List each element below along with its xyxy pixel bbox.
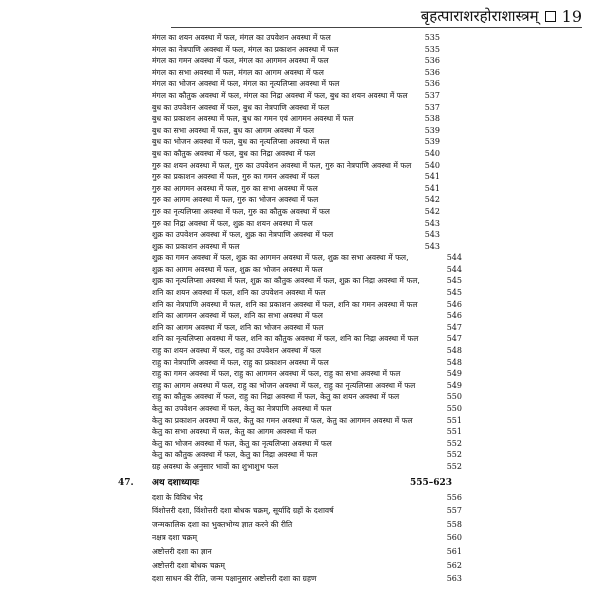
toc-entry-text: शनि का नृत्यलिप्सा अवस्था में फल, शनि का कौतुक अवस्था में फल, शनि का निद्रा अवस्था में फल	[152, 334, 419, 344]
toc-entry-text: शुक्र का उपवेशन अवस्था में फल, शुक्र का नेत्रपाणि अवस्था में फल	[152, 230, 334, 240]
toc-entry-text: शुक्र का आगम अवस्था में फल, शुक्र का भोजन अवस्था में फल	[152, 264, 323, 274]
toc-entry-page: 541	[424, 183, 440, 193]
toc-entry	[0, 518, 600, 532]
toc-entry-page: 545	[446, 276, 462, 286]
chapter-pages: 555–623	[410, 477, 453, 488]
toc-entry-text: मंगल का नेत्रपाणि अवस्था में फल, मंगल का प्रकाशन अवस्था में फल	[152, 44, 339, 54]
toc-entry-page: 563	[446, 574, 462, 584]
toc-entry-page: 538	[424, 114, 440, 124]
toc-entry-page: 549	[446, 380, 462, 390]
toc-entry-text: शुक्र का नृत्यलिप्सा अवस्था में फल, शुक्र का कौतुक अवस्था में फल, शुक्र का निद्रा अवस्था में फल,	[152, 276, 420, 286]
toc-entry	[0, 241, 600, 253]
toc-entry-page: 552	[446, 438, 462, 448]
toc-entry-page: 548	[446, 346, 462, 356]
toc-entry-page: 536	[424, 67, 440, 77]
toc-entry	[0, 252, 600, 264]
toc-entry	[0, 218, 600, 230]
toc-entry	[0, 113, 600, 125]
toc-entry-page: 535	[424, 33, 440, 42]
toc-entry-text: गुरु का शयन अवस्था में फल, गुरु का उपवेशन अवस्था में फल, गुरु का नेत्रपाणि अवस्था में फल	[152, 160, 412, 170]
toc-entry-text: बुध का कौतुक अवस्था में फल, बुध का निद्रा अवस्था में फल	[152, 148, 316, 158]
page-number: 19	[561, 6, 582, 26]
toc-entry-page: 546	[446, 299, 462, 309]
toc-entry	[0, 426, 600, 438]
toc-list-c	[0, 491, 600, 586]
toc-entry-page: 541	[424, 172, 440, 182]
toc-entry-page: 539	[424, 125, 440, 135]
toc-entry-text: शुक्र का प्रकाशन अवस्था में फल	[152, 241, 240, 251]
toc-entry-text: अष्टोत्तरी दशा बोधक चक्रम्	[152, 560, 225, 570]
toc-entry-text: केतु का सभा अवस्था में फल, केतु का आगम अवस्था में फल	[152, 427, 317, 437]
toc-entry-text: बुध का सभा अवस्था में फल, बुध का आगम अवस्था में फल	[152, 125, 314, 135]
toc-entry-page: 562	[446, 560, 462, 570]
square-ornament-icon	[545, 11, 556, 22]
toc-entry	[0, 559, 600, 573]
toc-entry-page: 543	[424, 230, 440, 240]
toc-list-b	[0, 252, 600, 472]
table-of-contents	[0, 32, 600, 586]
toc-entry	[0, 32, 600, 44]
toc-entry	[0, 264, 600, 276]
toc-entry	[0, 148, 600, 160]
toc-entry	[0, 545, 600, 559]
toc-entry-page: 540	[424, 160, 440, 170]
toc-entry-text: मंगल का सभा अवस्था में फल, मंगल का आगम अवस्था में फल	[152, 67, 324, 77]
header-rule	[171, 27, 582, 28]
toc-entry-text: अष्टोत्तरी दशा का ज्ञान	[152, 546, 212, 556]
book-title: बृहत्पाराशरहोराशास्त्रम्	[420, 7, 539, 25]
toc-entry-text: बुध का प्रकाशन अवस्था में फल, बुध का गमन एवं आगमन अवस्था में फल	[152, 114, 354, 124]
toc-entry-page: 557	[446, 506, 462, 516]
toc-entry-text: केतु का कौतुक अवस्था में फल, केतु का निद्रा अवस्था में फल	[152, 450, 318, 460]
toc-entry-page: 550	[446, 392, 462, 402]
toc-entry-page: 550	[446, 404, 462, 413]
toc-entry-text: शनि का आगम अवस्था में फल, शनि का भोजन अवस्था में फल	[152, 322, 324, 332]
toc-entry-text: शनि का आगमन अवस्था में फल, शनि का सभा अवस्था में फल	[152, 311, 323, 321]
toc-entry-text: राहु का नेत्रपाणि अवस्था में फल, राहु का प्रकाशन अवस्था में फल	[152, 357, 329, 367]
toc-entry-page: 544	[446, 264, 462, 274]
toc-entry-text: मंगल का शयन अवस्था में फल, मंगल का उपवेशन अवस्था में फल	[152, 33, 331, 42]
toc-entry-text: दशा के विविध भेद	[152, 492, 203, 502]
toc-entry-text: विंशोत्तरी दशा, विंशोत्तरी दशा बोधक चक्रम्, सूर्यादि ग्रहों के दशावर्ष	[152, 506, 334, 516]
toc-entry	[0, 275, 600, 287]
toc-entry-page: 551	[446, 427, 462, 437]
toc-entry	[0, 415, 600, 427]
toc-entry-text: गुरु का आगमन अवस्था में फल, गुरु का सभा अवस्था में फल	[152, 183, 318, 193]
toc-entry	[0, 67, 600, 79]
toc-entry	[0, 345, 600, 357]
toc-entry	[0, 504, 600, 518]
toc-entry	[0, 531, 600, 545]
toc-entry-page: 552	[446, 461, 462, 471]
toc-entry	[0, 322, 600, 334]
toc-entry-text: बुध का भोजन अवस्था में फल, बुध का नृत्यलिप्सा अवस्था में फल	[152, 137, 330, 147]
toc-entry-text: राहु का कौतुक अवस्था में फल, राहु का निद्रा अवस्था में फल, केतु का शयन अवस्था में फल	[152, 392, 400, 402]
toc-entry-text: मंगल का कौतुक अवस्था में फल, मंगल का निद्रा अवस्था में फल, बुध का शयन अवस्था में फल	[152, 90, 408, 100]
toc-entry-text: गुरु का नृत्यलिप्सा अवस्था में फल, गुरु का कौतुक अवस्था में फल	[152, 206, 330, 216]
toc-entry	[0, 206, 600, 218]
toc-entry	[0, 136, 600, 148]
toc-entry-text: केतु का भोजन अवस्था में फल, केतु का नृत्यलिप्सा अवस्था में फल	[152, 438, 332, 448]
toc-entry	[0, 194, 600, 206]
toc-entry-page: 546	[446, 311, 462, 321]
toc-entry-page: 540	[424, 148, 440, 158]
toc-entry	[0, 299, 600, 311]
toc-entry	[0, 44, 600, 56]
chapter-title: अथ दशाध्यायः	[152, 477, 199, 488]
toc-entry-page: 543	[424, 241, 440, 251]
toc-entry-text: मंगल का भोजन अवस्था में फल, मंगल का नृत्यलिप्सा अवस्था में फल	[152, 79, 340, 89]
toc-entry	[0, 403, 600, 415]
toc-entry	[0, 572, 600, 586]
toc-entry-text: शनि का शयन अवस्था में फल, शनि का उपवेशन अवस्था में फल	[152, 288, 326, 298]
toc-entry-page: 561	[446, 546, 462, 556]
toc-entry	[0, 78, 600, 90]
toc-entry-page: 548	[446, 357, 462, 367]
toc-entry	[0, 287, 600, 299]
toc-entry	[0, 357, 600, 369]
chapter-heading	[0, 475, 600, 491]
toc-entry	[0, 380, 600, 392]
toc-entry-text: राहु का आगम अवस्था में फल, राहु का भोजन अवस्था में फल, राहु का नृत्यलिप्सा अवस्था में फल	[152, 380, 416, 390]
toc-entry-page: 536	[424, 79, 440, 89]
toc-entry-page: 556	[446, 492, 462, 502]
toc-entry-page: 537	[424, 90, 440, 100]
toc-entry	[0, 461, 600, 473]
toc-entry	[0, 183, 600, 195]
toc-entry-text: राहु का गमन अवस्था में फल, राहु का आगमन अवस्था में फल, राहु का सभा अवस्था में फल	[152, 369, 401, 379]
chapter-number: 47.	[118, 477, 134, 488]
toc-entry-text: बुध का उपवेशन अवस्था में फल, बुध का नेत्रपाणि अवस्था में फल	[152, 102, 330, 112]
toc-entry-page: 542	[424, 195, 440, 205]
toc-entry-page: 535	[424, 44, 440, 54]
toc-entry-page: 552	[446, 450, 462, 460]
toc-entry-text: ग्रह अवस्था के अनुसार भावों का शुभाशुभ फल	[152, 461, 279, 471]
toc-entry	[0, 102, 600, 114]
toc-entry	[0, 449, 600, 461]
toc-entry	[0, 310, 600, 322]
toc-entry-text: शुक्र का गमन अवस्था में फल, शुक्र का आगमन अवस्था में फल, शुक्र का सभा अवस्था में फल,	[152, 253, 409, 263]
toc-entry-page: 547	[446, 322, 462, 332]
toc-entry	[0, 368, 600, 380]
toc-entry-text: गुरु का निद्रा अवस्था में फल, शुक्र का शयन अवस्था में फल	[152, 218, 313, 228]
toc-entry-text: केतु का प्रकाशन अवस्था में फल, केतु का गमन अवस्था में फल, केतु का आगमन अवस्था में फल	[152, 415, 413, 425]
toc-entry-page: 547	[446, 334, 462, 344]
running-header	[421, 4, 582, 28]
toc-entry-text: राहु का शयन अवस्था में फल, राहु का उपवेशन अवस्था में फल	[152, 346, 322, 356]
toc-entry	[0, 333, 600, 345]
toc-list-a	[0, 32, 600, 252]
toc-entry-page: 542	[424, 206, 440, 216]
toc-entry-page: 539	[424, 137, 440, 147]
toc-entry-page: 536	[424, 56, 440, 66]
toc-entry-text: गुरु का प्रकाशन अवस्था में फल, गुरु का गमन अवस्था में फल	[152, 172, 320, 182]
toc-entry	[0, 90, 600, 102]
toc-entry-text: दशा साधन की रीति, जन्म पक्षानुसार अष्टोत्तरी दशा का ग्रहण	[152, 574, 317, 584]
toc-entry	[0, 125, 600, 137]
toc-entry-text: शनि का नेत्रपाणि अवस्था में फल, शनि का प्रकाशन अवस्था में फल, शनि का गमन अवस्था में फल	[152, 299, 418, 309]
toc-entry-page: 543	[424, 218, 440, 228]
toc-entry	[0, 160, 600, 172]
toc-entry-page: 551	[446, 415, 462, 425]
toc-entry	[0, 171, 600, 183]
toc-entry	[0, 491, 600, 505]
toc-entry	[0, 391, 600, 403]
toc-entry-page: 537	[424, 102, 440, 112]
toc-entry-text: केतु का उपवेशन अवस्था में फल, केतु का नेत्रपाणि अवस्था में फल	[152, 404, 332, 413]
toc-entry	[0, 229, 600, 241]
toc-entry-page: 558	[446, 519, 462, 529]
toc-entry-page: 544	[446, 253, 462, 263]
toc-entry-page: 545	[446, 288, 462, 298]
toc-entry	[0, 438, 600, 450]
toc-entry-page: 560	[446, 533, 462, 543]
toc-entry-page: 549	[446, 369, 462, 379]
toc-entry-text: गुरु का आगम अवस्था में फल, गुरु का भोजन अवस्था में फल	[152, 195, 319, 205]
toc-entry	[0, 55, 600, 67]
toc-entry-text: नक्षत्र दशा चक्रम्	[152, 533, 198, 543]
toc-entry-text: जन्मकालिक दशा का भुक्तभोग्य ज्ञात करने की रीति	[152, 519, 293, 529]
toc-entry-text: मंगल का गमन अवस्था में फल, मंगल का आगमन अवस्था में फल	[152, 56, 329, 66]
